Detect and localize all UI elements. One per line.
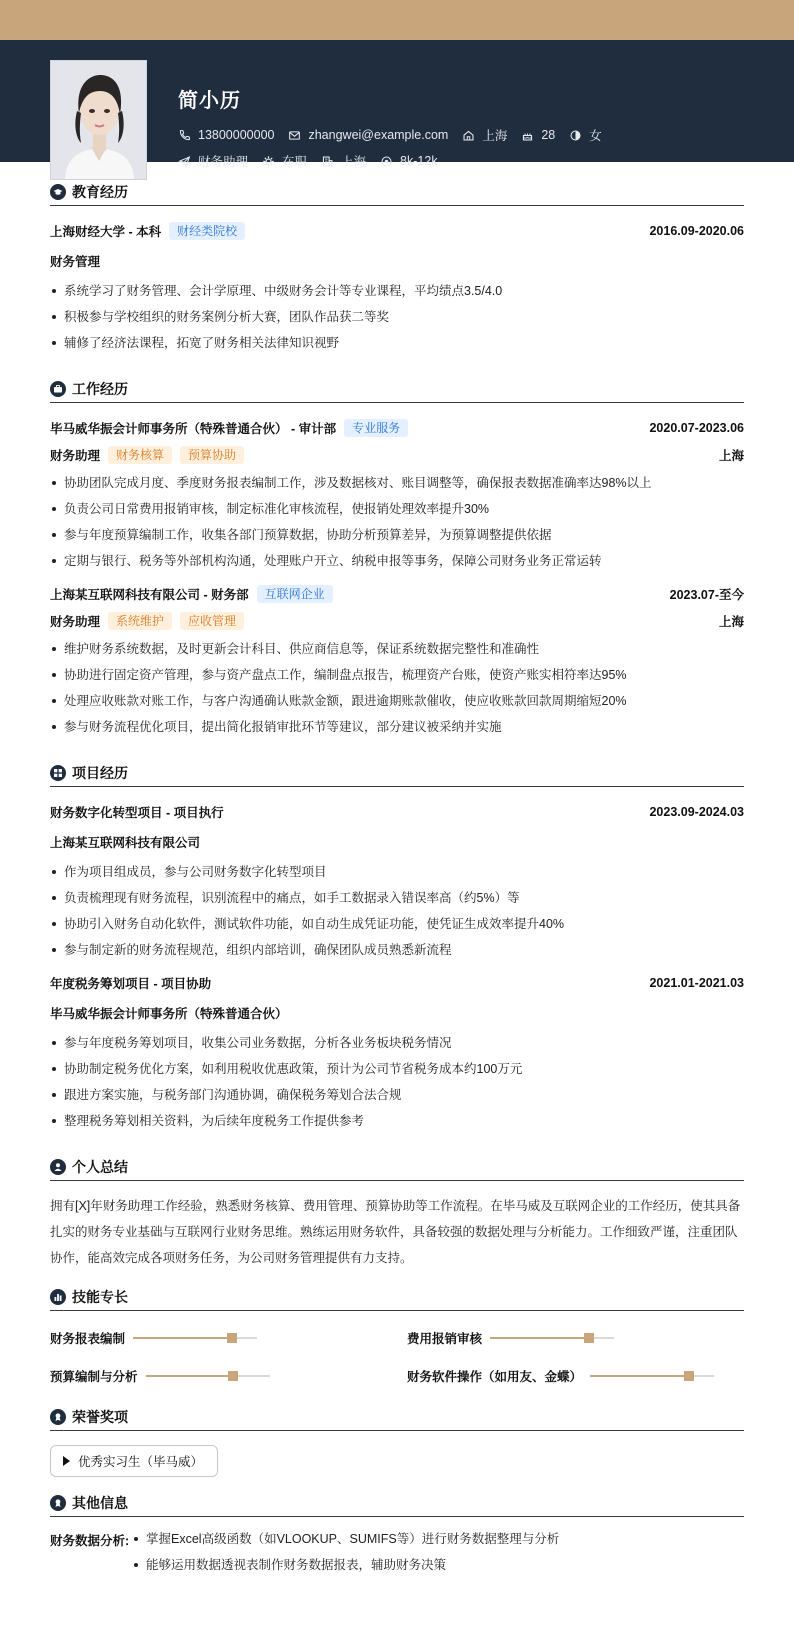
skill-item	[50, 1367, 387, 1385]
role-title: 财务助理	[50, 449, 101, 463]
salary-icon	[380, 155, 393, 168]
salary-info	[380, 154, 438, 168]
project-entry-header	[50, 803, 744, 821]
work-section-header	[50, 375, 744, 403]
list-item: 作为项目组成员，参与公司财务数字化转型项目	[50, 864, 744, 880]
work-entry-header	[50, 419, 744, 437]
list-item: 掌握Excel高级函数（如VLOOKUP、SUMIFS等）进行财务数据整理与分析	[132, 1531, 559, 1547]
age-info	[521, 128, 555, 142]
project-date: 2021.01-2021.03	[649, 976, 744, 990]
skill-level-bar	[490, 1337, 614, 1339]
project-section-header	[50, 759, 744, 787]
top-accent-stripe	[0, 0, 794, 40]
user-icon	[50, 1159, 66, 1175]
work-section-title: 工作经历	[72, 380, 128, 397]
work-location: 上海	[718, 615, 744, 629]
education-entry-header	[50, 222, 744, 240]
candidate-name: 简小历	[178, 90, 241, 112]
summary-section-title: 个人总结	[72, 1158, 128, 1175]
list-item: 协助进行固定资产管理，参与资产盘点工作，编制盘点报告，梳理资产台账，使资产账实相符率达95%	[50, 667, 744, 683]
avatar	[50, 60, 147, 180]
role-row	[50, 612, 744, 630]
skill-item	[50, 1329, 387, 1347]
work-bullets	[50, 475, 744, 569]
education-section-title: 教育经历	[72, 183, 128, 200]
gender-text: 女	[589, 129, 602, 143]
grid-icon	[50, 765, 66, 781]
position-info	[178, 152, 248, 170]
skills-section-title: 技能专长	[72, 1288, 128, 1305]
school-tag: 财经类院校	[169, 222, 245, 240]
skill-tag: 财务核算	[108, 446, 172, 464]
major-name: 财务管理	[50, 255, 101, 269]
list-item: 参与年度税务筹划项目，收集公司业务数据，分析各业务板块税务情况	[50, 1035, 744, 1051]
age-text: 28	[541, 128, 556, 142]
skill-level-bar	[146, 1375, 270, 1377]
work-location: 上海	[718, 449, 744, 463]
role-title: 财务助理	[50, 615, 101, 629]
list-item: 辅修了经济法课程，拓宽了财务相关法律知识视野	[50, 335, 744, 351]
major-row	[50, 252, 744, 270]
other-label: 财务数据分析:	[50, 1534, 130, 1548]
list-item: 负责梳理现有财务流程，识别流程中的痛点，如手工数据录入错误率高（约5%）等	[50, 890, 744, 906]
list-item: 参与年度预算编制工作，收集各部门预算数据，协助分析预算差异，为预算调整提供依据	[50, 527, 744, 543]
education-date: 2016.09-2020.06	[649, 224, 744, 238]
skill-tag: 系统维护	[108, 612, 172, 630]
skill-level-bar	[590, 1375, 714, 1377]
skills-grid	[50, 1329, 744, 1385]
skills-section-header	[50, 1283, 744, 1311]
education-bullets	[50, 283, 744, 351]
list-item: 处理应收账款对账工作，与客户沟通确认账款金额，跟进逾期账款催收，使应收账款回款周期缩短20%	[50, 693, 744, 709]
work-date: 2023.07-至今	[669, 588, 744, 602]
honors-section-header	[50, 1403, 744, 1431]
summary-text: 拥有[X]年财务助理工作经验，熟悉财务核算、费用管理、预算协助等工作流程。在毕马威及互联网企业的工作经历，使其具备扎实的财务专业基础与互联网行业财务思维。熟练运用财务软件，具备较强的数据处理与分析能力。工作细致严谨，注重团队协作，能高效完成各项财务任务，为公司财务管理提供有力支持。	[50, 1199, 741, 1265]
list-item: 协助制定税务优化方案，如利用税收优惠政策，预计为公司节省税务成本约100万元	[50, 1061, 744, 1077]
skill-tag: 应收管理	[180, 612, 244, 630]
award-name: 优秀实习生（毕马威）	[78, 1455, 204, 1469]
list-item: 系统学习了财务管理、会计学原理、中级财务会计等专业课程，平均绩点3.5/4.0	[50, 283, 744, 299]
status-info	[262, 152, 307, 170]
phone-text: 13800000000	[198, 128, 275, 142]
list-item: 跟进方案实施，与税务部门沟通协调，确保税务筹划合法合规	[50, 1087, 744, 1103]
industry-tag: 专业服务	[344, 419, 408, 437]
project-entry-header	[50, 974, 744, 992]
work-date: 2020.07-2023.06	[649, 421, 744, 435]
honors-section-title: 荣誉奖项	[72, 1408, 128, 1425]
skill-name: 财务报表编制	[50, 1332, 126, 1346]
send-icon	[178, 155, 191, 168]
project-title: 年度税务筹划项目 - 项目协助	[50, 977, 212, 991]
summary-section-header	[50, 1153, 744, 1181]
work-bullets	[50, 641, 744, 735]
list-item: 协助引入财务自动化软件，测试软件功能，如自动生成凭证功能，使凭证生成效率提升40%	[50, 916, 744, 932]
project-org: 上海某互联网科技有限公司	[50, 836, 201, 850]
school-name: 上海财经大学 - 本科	[50, 225, 162, 239]
skill-name: 费用报销审核	[407, 1332, 483, 1346]
other-info-row	[50, 1531, 744, 1583]
work-city-text: 上海	[341, 155, 367, 169]
home-icon	[462, 129, 475, 142]
building-icon	[321, 155, 334, 168]
list-item: 能够运用数据透视表制作财务数据报表，辅助财务决策	[132, 1557, 559, 1573]
skill-level-bar	[133, 1337, 257, 1339]
skill-name: 预算编制与分析	[50, 1370, 138, 1384]
project-section-title: 项目经历	[72, 764, 128, 781]
other-bullets	[132, 1531, 559, 1583]
skill-item	[407, 1329, 744, 1347]
skill-tag: 预算协助	[180, 446, 244, 464]
play-icon	[63, 1456, 70, 1466]
project-title: 财务数字化转型项目 - 项目执行	[50, 806, 224, 820]
phone-icon	[178, 129, 191, 142]
project-bullets	[50, 864, 744, 958]
skill-name: 财务软件操作（如用友、金蝶）	[407, 1370, 583, 1384]
list-item: 协助团队完成月度、季度财务报表编制工作，涉及数据核对、账目调整等，确保报表数据准确率达98%以上	[50, 475, 744, 491]
work-entry-header	[50, 585, 744, 603]
city-info	[462, 126, 507, 144]
other-section-title: 其他信息	[72, 1494, 128, 1511]
award-item	[50, 1445, 218, 1477]
list-item: 维护财务系统数据，及时更新会计科目、供应商信息等，保证系统数据完整性和准确性	[50, 641, 744, 657]
role-row	[50, 446, 744, 464]
award-icon	[50, 1409, 66, 1425]
city-text: 上海	[482, 129, 508, 143]
gear-icon	[262, 155, 275, 168]
salary-text: 8k-12k	[400, 154, 438, 168]
graduation-cap-icon	[50, 184, 66, 200]
project-org: 毕马威华振会计师事务所（特殊普通合伙）	[50, 1007, 288, 1021]
award-icon	[50, 1495, 66, 1511]
gender-info	[569, 126, 602, 144]
list-item: 积极参与学校组织的财务案例分析大赛，团队作品获二等奖	[50, 309, 744, 325]
job-intent-row	[178, 152, 452, 170]
portrait-photo	[51, 61, 147, 180]
position-text: 财务助理	[198, 155, 249, 169]
project-org-row	[50, 833, 744, 851]
list-item: 参与财务流程优化项目，提出简化报销审批环节等建议，部分建议被采纳并实施	[50, 719, 744, 735]
briefcase-icon	[50, 381, 66, 397]
resume-content	[50, 178, 744, 1583]
email-info	[288, 128, 448, 142]
email-text: zhangwei@example.com	[308, 128, 449, 142]
mail-icon	[288, 129, 301, 142]
work-city-info	[321, 152, 366, 170]
industry-tag: 互联网企业	[257, 585, 333, 603]
skill-item	[407, 1367, 744, 1385]
education-section-header	[50, 178, 744, 206]
cake-icon	[521, 129, 534, 142]
project-bullets	[50, 1035, 744, 1129]
project-date: 2023.09-2024.03	[649, 805, 744, 819]
phone-info	[178, 128, 274, 142]
project-org-row	[50, 1004, 744, 1022]
bar-chart-icon	[50, 1289, 66, 1305]
company-name: 上海某互联网科技有限公司 - 财务部	[50, 588, 249, 602]
list-item: 负责公司日常费用报销审核，制定标准化审核流程，使报销处理效率提升30%	[50, 501, 744, 517]
status-text: 在职	[282, 155, 308, 169]
list-item: 参与制定新的财务流程规范，组织内部培训，确保团队成员熟悉新流程	[50, 942, 744, 958]
list-item: 定期与银行、税务等外部机构沟通，处理账户开立、纳税申报等事务，保障公司财务业务正常运转	[50, 553, 744, 569]
other-section-header	[50, 1489, 744, 1517]
gender-icon	[569, 129, 582, 142]
list-item: 整理税务筹划相关资料，为后续年度税务工作提供参考	[50, 1113, 744, 1129]
contact-row	[178, 126, 616, 144]
resume-header	[0, 40, 794, 169]
company-name: 毕马威华振会计师事务所（特殊普通合伙） - 审计部	[50, 422, 337, 436]
